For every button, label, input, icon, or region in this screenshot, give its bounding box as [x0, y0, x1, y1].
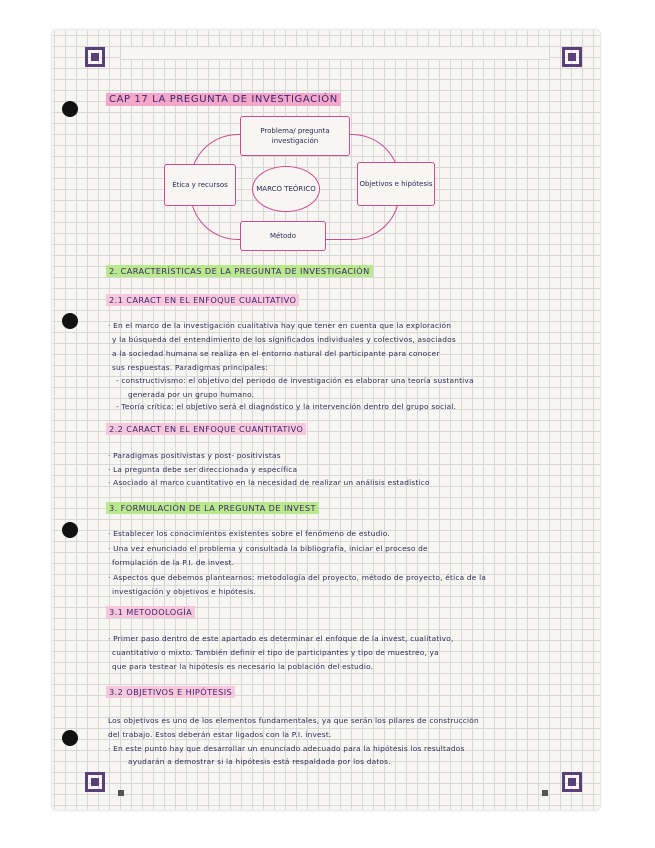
note-line: · La pregunta debe ser direccionada y específica	[108, 465, 298, 474]
note-line: Los objetivos es uno de los elementos fundamentales, ya que serán los pilares de construcción	[108, 716, 479, 725]
section-heading: 3. FORMULACIÓN DE LA PREGUNTA DE INVEST	[106, 502, 319, 514]
note-line: · En el marco de la investigación cualitativa hay que tener en cuenta que la exploración	[108, 321, 452, 330]
subsection-heading: 3.2 OBJETIVOS E HIPÓTESIS	[106, 686, 235, 698]
note-line: · Aspectos que debemos plantearnos: metodología del proyecto, método de proyecto, ética de la	[108, 573, 487, 582]
note-line: formulación de la P.I. de invest.	[112, 558, 235, 567]
note-line: cuantitativo o mixto. También definir el tipo de participantes y tipo de muestreo, ya	[112, 648, 439, 657]
note-line: del trabajo. Estos deberán estar ligados con la P.I. invest.	[108, 730, 332, 739]
scan-marker-icon	[542, 790, 548, 796]
diagram-node-center: MARCO TEÓRICO	[252, 166, 320, 212]
diagram-node-bottom: Método	[240, 221, 326, 251]
punch-hole	[62, 730, 78, 746]
note-line: · Paradigmas positivistas y post- positivistas	[108, 451, 281, 460]
note-line: - Teoría crítica: el objetivo será el diagnóstico y la intervención dentro del grupo social.	[116, 402, 457, 411]
punch-hole	[62, 313, 78, 329]
diagram-node-left: Ética y recursos	[164, 164, 236, 206]
punch-hole	[62, 101, 78, 117]
note-line: · Establecer los conocimientos existentes sobre el fenómeno de estudio.	[108, 529, 390, 538]
section-heading: 2. CARACTERÍSTICAS DE LA PREGUNTA DE INVESTIGACIÓN	[106, 265, 373, 277]
note-line: a la sociedad humana se realiza en el entorno natural del participante para conocer	[112, 349, 440, 358]
punch-hole	[62, 522, 78, 538]
note-line: · Asociado al marco cuantitativo en la necesidad de realizar un análisis estadístico	[108, 478, 430, 487]
note-line: sus respuestas. Paradigmas principales:	[112, 363, 268, 372]
page-title: CAP 17 LA PREGUNTA DE INVESTIGACIÓN	[106, 93, 341, 106]
scan-marker-icon	[118, 790, 124, 796]
note-line: que para testear la hipótesis es necesario la población del estudio.	[112, 662, 374, 671]
corner-marker-icon	[562, 772, 582, 792]
note-line: y la búsqueda del entendimiento de los significados individuales y colectivos, asociados	[112, 335, 456, 344]
note-line: ayudarán a demostrar si la hipótesis está respaldada por los datos.	[128, 757, 391, 766]
diagram-node-right: Objetivos e hipótesis	[357, 162, 435, 206]
diagram-node-top: Problema/ pregunta investigación	[240, 116, 350, 156]
corner-marker-icon	[562, 47, 582, 67]
note-line: investigación y objetivos e hipótesis.	[112, 587, 256, 596]
note-line: - constructivismo: el objetivo del periodo de investigación es elaborar una teoría sustantiva	[116, 376, 474, 385]
note-line: · Una vez enunciado el problema y consultada la bibliografía, iniciar el proceso de	[108, 544, 428, 553]
corner-marker-icon	[85, 772, 105, 792]
subsection-heading: 3.1 METODOLOGÍA	[106, 606, 195, 618]
subsection-heading: 2.1 CARACT EN EL ENFOQUE CUALITATIVO	[106, 294, 299, 306]
header-field	[120, 46, 550, 60]
subsection-heading: 2.2 CARACT EN EL ENFOQUE CUANTITATIVO	[106, 423, 306, 435]
note-line: generada por un grupo humano.	[128, 390, 255, 399]
note-line: · Primer paso dentro de este apartado es determinar el enfoque de la invest, cualitativo,	[108, 634, 454, 643]
corner-marker-icon	[85, 47, 105, 67]
note-line: · En este punto hay que desarrollar un enunciado adecuado para la hipótesis los resultados	[108, 744, 465, 753]
